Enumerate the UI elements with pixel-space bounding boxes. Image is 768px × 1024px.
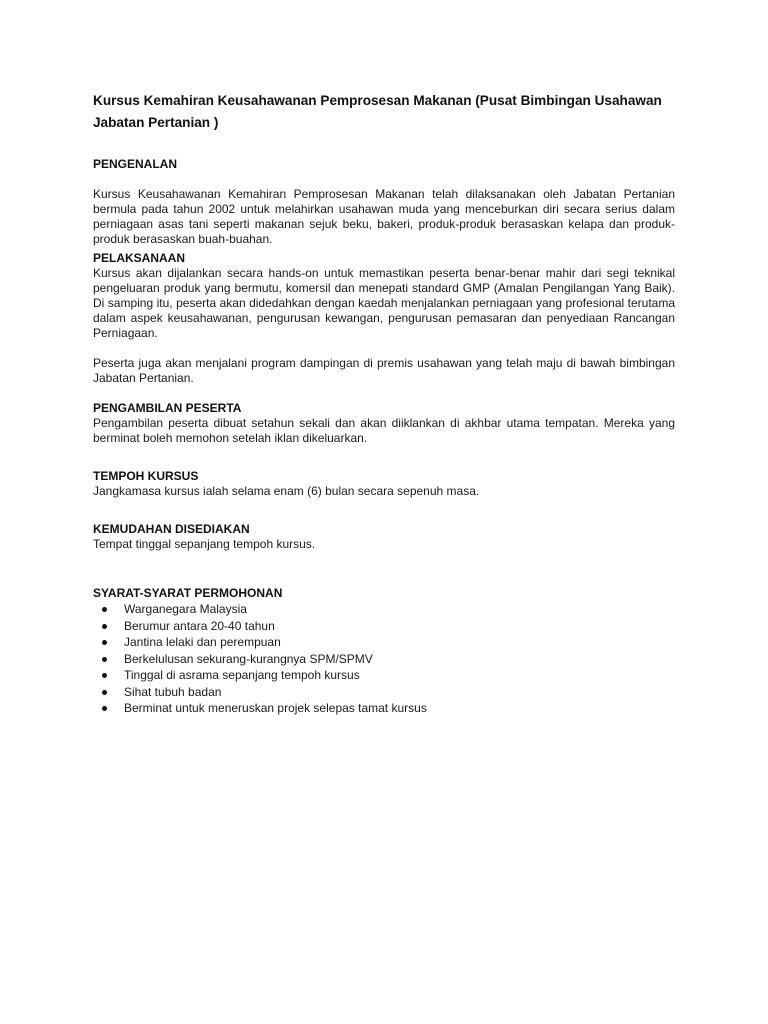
paragraph-pengambilan-peserta: Pengambilan peserta dibuat setahun sekali dan akan diiklankan di akhbar utama tempatan. Mereka yang berminat boleh memohon setelah iklan dikeluarkan. bbox=[93, 416, 675, 445]
bullet-icon bbox=[102, 673, 107, 678]
paragraph-tempoh-kursus: Jangkamasa kursus ialah selama enam (6) bulan secara sepenuh masa. bbox=[93, 484, 480, 498]
list-item bbox=[93, 634, 675, 651]
section-pelaksanaan bbox=[93, 251, 675, 386]
list-item bbox=[93, 684, 675, 701]
list-item-label: Berminat untuk meneruskan projek selepas tamat kursus bbox=[124, 701, 427, 715]
list-item-label: Sihat tubuh badan bbox=[124, 684, 222, 699]
list-item bbox=[93, 700, 675, 717]
document-title: Kursus Kemahiran Keusahawanan Pemprosesan Makanan (Pusat Bimbingan Usahawan Jabatan Pertanian ) bbox=[93, 93, 662, 130]
bullet-icon bbox=[102, 640, 107, 645]
requirements-list bbox=[93, 601, 675, 717]
bullet-icon bbox=[102, 624, 107, 629]
list-item bbox=[93, 651, 675, 668]
bullet-icon bbox=[102, 690, 107, 695]
paragraph-kemudahan-disediakan: Tempat tinggal sepanjang tempoh kursus. bbox=[93, 537, 316, 551]
section-pengambilan-peserta bbox=[93, 401, 675, 446]
list-item bbox=[93, 601, 675, 618]
bullet-icon bbox=[102, 657, 107, 662]
bullet-icon bbox=[102, 706, 107, 711]
list-item-label: Jantina lelaki dan perempuan bbox=[124, 635, 281, 649]
list-item-label: Berumur antara 20-40 tahun bbox=[124, 618, 275, 633]
section-heading-tempoh-kursus: TEMPOH KURSUS bbox=[93, 469, 199, 483]
list-item-label: Berkelulusan sekurang-kurangnya SPM/SPMV bbox=[124, 651, 373, 666]
list-item-label: Warganegara Malaysia bbox=[124, 602, 247, 616]
paragraph-pelaksanaan: Kursus akan dijalankan secara hands-on untuk memastikan peserta benar-benar mahir dari segi teknikal pengeluaran produk yang bermutu, komersil dan menepati standard GMP (Amalan Pengilangan Yang Baik). Di samping itu, peserta akan didedahkan dengan kaedah menjalankan perniagaan yang profesional terutama dalam aspek keusahawanan, pengurusan kewangan, pengurusan pemasaran dan penyediaan Rancangan Perniagaan. bbox=[93, 266, 675, 340]
section-heading-pelaksanaan: PELAKSANAAN bbox=[93, 251, 186, 265]
section-pengenalan bbox=[93, 157, 675, 247]
section-tempoh-kursus bbox=[93, 469, 675, 499]
section-heading-pengenalan: PENGENALAN bbox=[93, 157, 178, 171]
list-item bbox=[93, 618, 675, 635]
list-item-label: Tinggal di asrama sepanjang tempoh kursus bbox=[124, 668, 360, 682]
paragraph-pengenalan: Kursus Keusahawanan Kemahiran Pemprosesan Makanan telah dilaksanakan oleh Jabatan Pertanian bermula pada tahun 2002 untuk melahirkan usahawan muda yang menceburkan diri secara serius dalam perniagaan asas tani seperti makanan sejuk beku, bakeri, produk-produk berasaskan kelapa dan produk-produk berasaskan buah-buahan. bbox=[93, 187, 675, 246]
list-item bbox=[93, 667, 675, 684]
section-heading-syarat-permohonan: SYARAT-SYARAT PERMOHONAN bbox=[93, 586, 283, 600]
bullet-icon bbox=[102, 607, 107, 612]
section-heading-kemudahan-disediakan: KEMUDAHAN DISEDIAKAN bbox=[93, 522, 250, 536]
section-kemudahan-disediakan bbox=[93, 522, 675, 552]
section-heading-pengambilan-peserta: PENGAMBILAN PESERTA bbox=[93, 401, 242, 415]
section-syarat-permohonan bbox=[93, 586, 675, 717]
paragraph-pelaksanaan-dampingan: Peserta juga akan menjalani program dampingan di premis usahawan yang telah maju di bawah bimbingan Jabatan Pertanian. bbox=[93, 356, 675, 385]
